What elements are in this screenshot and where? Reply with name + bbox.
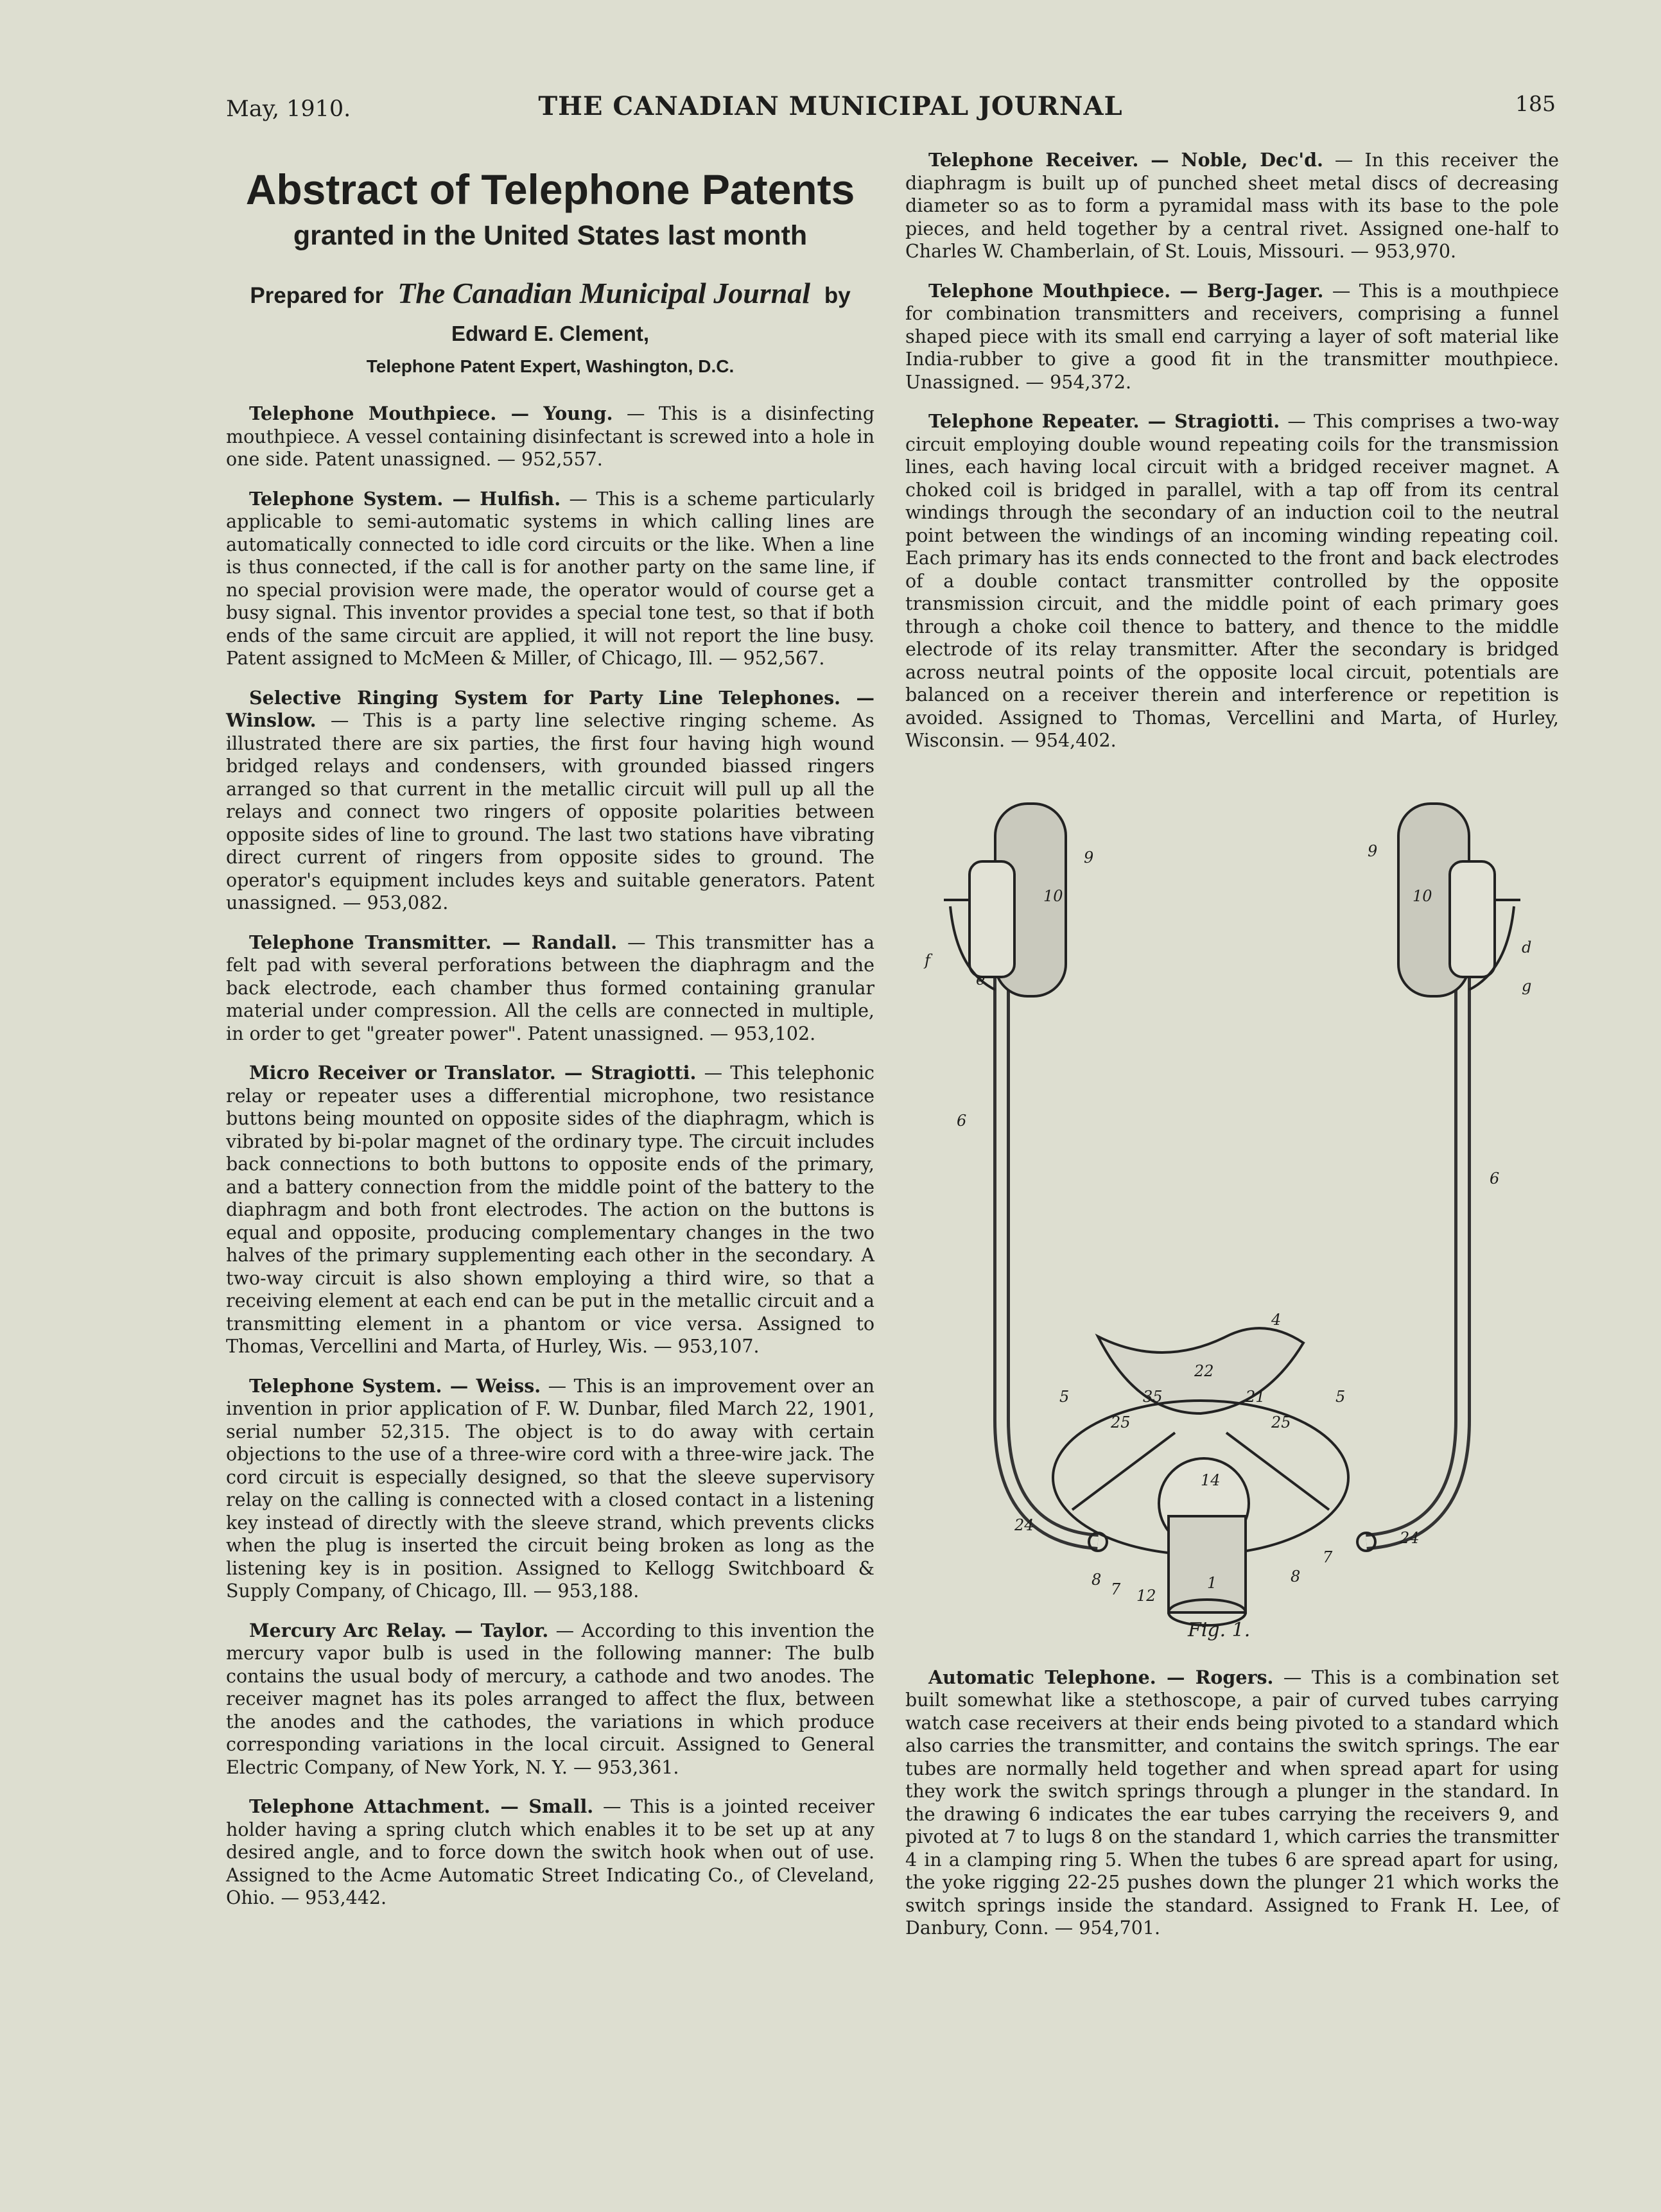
figure-label: 6 — [1490, 1169, 1500, 1188]
figure-label: 24 — [1400, 1528, 1420, 1547]
figure-label: 7 — [1111, 1580, 1121, 1598]
running-head — [0, 91, 1661, 130]
entry-body: — This is an improvement over an invention in prior application of F. W. Dunbar, filed March 22, 1901, serial number 52,315. The object is to do away with certain objections to the use of a three-wire cord with a three-wire jack. The cord circuit is especially designed, so that the sleeve supervisory relay on the calling is connected with a closed contact in a listening key instead of directly with the sleeve strand, which prevents clicks when the plug is inserted the circuit being broken as long as the listening key is in position. Assigned to Kellogg Switchboard & Supply Company, of Chicago, Ill. — 953,188. — [226, 1375, 874, 1602]
patent-entry — [905, 280, 1559, 394]
patent-entry — [226, 488, 874, 670]
publication-name: The Canadian Municipal Journal — [397, 277, 811, 310]
entry-body: — This is a jointed receiver holder having a spring clutch which enables it to be set up at any desired angle, and to force down the switch hook when out of use. Assigned to the Acme Automatic Street Indicating Co., of Cleveland, Ohio. — 953,442. — [226, 1796, 875, 1909]
entry-body: — This comprises a two-way circuit employing double wound repeating coils for the transmission lines, each having local circuit with a bridged receiver magnet. A choked coil is bridged in parallel, with a tap off from its central windings through the secondary of an induction coil to the neutral point between the windings of an incoming winding repeating coil. Each primary has its ends connected to the front and back electrodes of a double contact transmitter controlled by the opposite transmission circuit, and the middle point of each primary goes through a choke coil thence to battery, and thence to the middle electrode of its relay transmitter. After the secondary is bridged across neutral points of the opposite local circuit, potentials are balanced on a receiver therein and interference or repetition is avoided. Assigned to Thomas, Vercellini and Marta, of Hurley, Wisconsin. — 954,402. — [905, 411, 1560, 751]
entry-heading: Telephone Transmitter. — Randall. — [249, 931, 618, 953]
patent-entry — [905, 1666, 1559, 1940]
prepared-suffix: by — [824, 283, 851, 309]
entry-heading: Selective Ringing System for Party Line Telephones. — Winslow. — [226, 686, 874, 732]
figure-caption: Fig. 1. — [1188, 1618, 1251, 1641]
patent-entry — [226, 931, 874, 1046]
figure-label: 6 — [957, 1111, 967, 1130]
figure-label: 5 — [1335, 1387, 1346, 1406]
entry-heading: Micro Receiver or Translator. — Stragiotti. — [249, 1062, 697, 1084]
patent-entry — [226, 1375, 874, 1603]
entry-heading: Telephone Repeater. — Stragiotti. — [928, 410, 1280, 432]
patent-figure — [905, 778, 1559, 1651]
entry-heading: Telephone Mouthpiece. — Berg-Jager. — [928, 279, 1324, 302]
figure-label: e — [976, 970, 986, 989]
stethoscope-telephone-drawing — [905, 778, 1559, 1651]
article-title-block — [226, 163, 874, 377]
figure-label: 5 — [1059, 1387, 1070, 1406]
patent-entry — [226, 1620, 874, 1779]
entry-body: — This is a disinfecting mouthpiece. A vessel containing disinfectant is screwed into a hole in one side. Patent unassigned. — 952,557. — [226, 403, 874, 471]
figure-label: 8 — [1091, 1570, 1102, 1589]
figure-label: f — [925, 951, 930, 969]
patent-entry — [226, 1795, 874, 1910]
entry-heading: Telephone Receiver. — Noble, Dec'd. — [928, 149, 1323, 171]
figure-label: 12 — [1136, 1586, 1156, 1605]
entry-heading: Mercury Arc Relay. — Taylor. — [249, 1619, 549, 1641]
article-title: Abstract of Telephone Patents — [245, 166, 855, 213]
patent-entry — [905, 149, 1559, 263]
entry-heading: Automatic Telephone. — Rogers. — [928, 1666, 1274, 1688]
figure-label: 21 — [1246, 1387, 1265, 1406]
figure-label: 4 — [1271, 1310, 1282, 1329]
figure-label: 10 — [1413, 886, 1432, 905]
patent-entry — [226, 1062, 874, 1358]
article-subtitle: granted in the United States last month — [293, 220, 808, 251]
figure-label: 1 — [1207, 1573, 1217, 1592]
figure-label: 9 — [1084, 848, 1094, 867]
entry-body: — This is a scheme particularly applicable to semi-automatic systems in which calling lines are automatically connected to idle cord circuits or the like. When a line is thus connected, if the call is for another party on the same line, if no special provision were made, the operator would of course get a busy signal. This inventor provides a special tone test, so that if both ends of the same circuit are applied, it will not report the line busy. Patent assigned to McMeen & Miller, of Chicago, Ill. — 952,567. — [226, 488, 874, 670]
left-column — [226, 154, 874, 1926]
entry-body: — This is a party line selective ringing scheme. As illustrated there are six parties, the first four having high wound bridged relays and condensers, with grounded biassed ringers arranged so that current in the metallic circuit will pull up all the relays and connect two ringers of opposite polarities between opposite sides of line to ground. The last two stations have vibrating direct current of ringers from opposite sides to ground. The operator's equipment includes keys and suitable generators. Patent unassigned. — 953,082. — [226, 710, 874, 914]
figure-label: 25 — [1111, 1413, 1131, 1431]
entry-body: — According to this invention the mercury vapor bulb is used in the following manner: The bulb contains the usual body of mercury, a cathode and two anodes. The receiver magnet has its poles arranged to affect the flux, between the anodes and the cathodes, the variations in which produce corresponding variations in the local circuit. Assigned to General Electric Company, of New York, N. Y. — 953,361. — [226, 1620, 874, 1778]
entry-heading: Telephone Attachment. — Small. — [249, 1795, 594, 1818]
journal-name: THE CANADIAN MUNICIPAL JOURNAL — [538, 91, 1123, 121]
figure-label: 9 — [1368, 842, 1378, 860]
author-name: Edward E. Clement, — [451, 322, 650, 346]
figure-label: g — [1522, 976, 1532, 995]
figure-label: 24 — [1014, 1516, 1034, 1534]
entry-body: — This is a mouthpiece for combination transmitters and receivers, comprising a funnel shaped piece with its small end carrying a layer of soft material like India-rubber to give a good fit in the transmitter mouthpiece. Unassigned. — 954,372. — [905, 280, 1559, 393]
patent-entry — [226, 687, 874, 915]
issue-date: May, 1910. — [226, 96, 351, 122]
patent-entry — [226, 402, 874, 471]
figure-label: 7 — [1323, 1548, 1333, 1566]
figure-label: 25 — [1271, 1413, 1291, 1431]
figure-label: 14 — [1201, 1471, 1221, 1489]
prepared-prefix: Prepared for — [250, 283, 384, 309]
figure-label: 22 — [1194, 1361, 1214, 1380]
page-number: 185 — [1515, 91, 1556, 116]
patent-entry — [905, 410, 1559, 752]
prepared-for-line — [226, 276, 874, 310]
figure-label: 10 — [1043, 886, 1063, 905]
entry-body: — This telephonic relay or repeater uses a differential microphone, two resistance buttons being mounted on opposite sides of the diaphragm, which is vibrated by bi-polar magnet of the ordinary type. The circuit includes back connections to both buttons to opposite ends of the primary, and a battery connection from the middle point of the battery to the diaphragm and both front electrodes. The action on the buttons is equal and opposite, producing complementary changes in the two halves of the primary supplementing each other in the secondary. A two-way circuit is also shown employing a third wire, so that a receiving element at each end can be put in the metallic circuit and a transmitting element in a phantom or vice versa. Assigned to Thomas, Vercellini and Marta, of Hurley, Wis. — 953,107. — [226, 1062, 874, 1358]
right-column — [905, 149, 1559, 1957]
entry-body: — This transmitter has a felt pad with several perforations between the diaphragm and the back electrode, each chamber thus formed containing granular material under compression. All the cells are connected in multiple, in order to get "greater power". Patent unassigned. — 953,102. — [226, 931, 875, 1044]
figure-label: 35 — [1143, 1387, 1163, 1406]
entry-body: — In this receiver the diaphragm is built up of punched sheet metal discs of decreasing diameter so as to form a pyramidal mass with its base to the pole pieces, and held together by a central rivet. Assigned one-half to Charles W. Chamberlain, of St. Louis, Missouri. — 953,970. — [905, 150, 1559, 262]
entry-heading: Telephone Mouthpiece. — Young. — [249, 402, 613, 425]
figure-label: d — [1522, 938, 1532, 956]
author-credit: Telephone Patent Expert, Washington, D.C. — [366, 356, 735, 377]
figure-label: 8 — [1291, 1567, 1301, 1586]
entry-heading: Telephone System. — Hulfish. — [249, 487, 561, 510]
entry-heading: Telephone System. — Weiss. — [249, 1374, 541, 1397]
entry-body: — This is a combination set built somewhat like a stethoscope, a pair of curved tubes carrying watch case receivers at their ends being pivoted to a standard which also carries the transmitter, and contains the switch springs. The ear tubes are normally held together and when spread apart for using they work the switch springs through a plunger in the standard. In the drawing 6 indicates the ear tubes carrying the receivers 9, and pivoted at 7 to lugs 8 on the standard 1, which carries the transmitter 4 in a clamping ring 5. When the tubes 6 are spread apart for using, the yoke rigging 22-25 pushes down the plunger 21 which works the switch springs inside the standard. Assigned to Frank H. Lee, of Danbury, Conn. — 954,701. — [905, 1666, 1559, 1939]
